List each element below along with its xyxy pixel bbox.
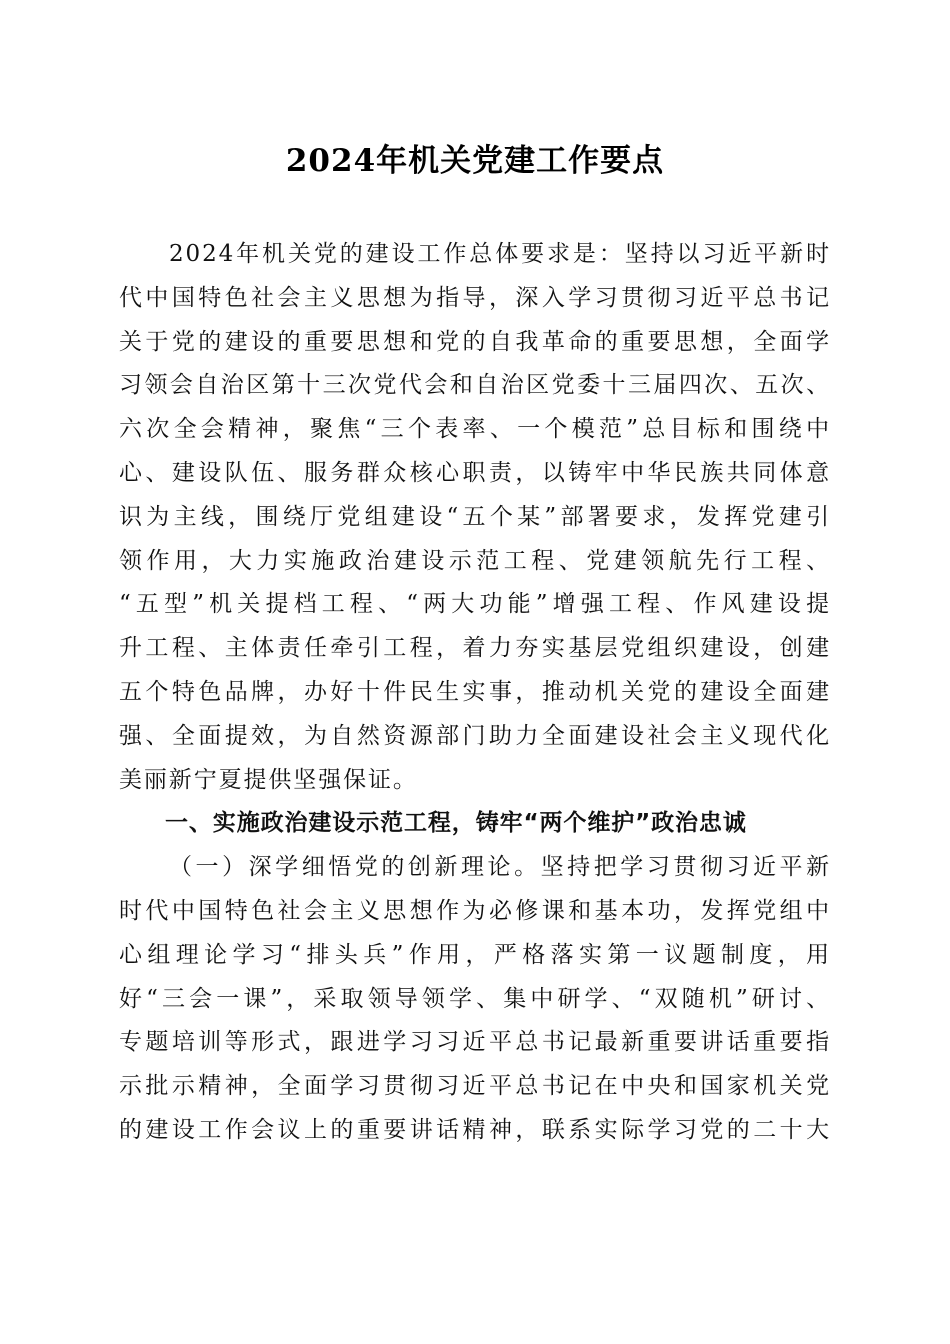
paragraph-line: 2024年机关党的建设工作总体要求是：坚持以习近平新时 xyxy=(169,241,831,267)
paragraph-line: 心组理论学习“排头兵”作用，严格落实第一议题制度，用 xyxy=(119,941,831,968)
paragraph-line: 六次全会精神，聚焦“三个表率、一个模范”总目标和围绕中 xyxy=(119,416,831,443)
paragraph-line: 的建设工作会议上的重要讲话精神，联系实际学习党的二十大 xyxy=(119,1116,831,1143)
paragraph-line: 五个特色品牌，办好十件民生实事，推动机关党的建设全面建 xyxy=(119,678,831,705)
paragraph-line: “五型”机关提档工程、“两大功能”增强工程、作风建设提 xyxy=(119,591,831,618)
section-heading: 一、实施政治建设示范工程，铸牢“两个维护”政治忠诚 xyxy=(165,810,747,837)
paragraph-line: （一）深学细悟党的创新理论。坚持把学习贯彻习近平新 xyxy=(169,854,831,881)
paragraph-line: 美丽新宁夏提供坚强保证。 xyxy=(119,766,418,793)
document-body xyxy=(119,233,831,1153)
paragraph-line: 关于党的建设的重要思想和党的自我革命的重要思想，全面学 xyxy=(119,328,831,355)
document-title: 2024年机关党建工作要点 xyxy=(285,143,665,179)
paragraph-line: 专题培训等形式，跟进学习习近平总书记最新重要讲话重要指 xyxy=(119,1029,831,1056)
paragraph-line: 习领会自治区第十三次党代会和自治区党委十三届四次、五次、 xyxy=(119,372,831,399)
paragraph-line: 识为主线，围绕厅党组建设“五个某”部署要求，发挥党建引 xyxy=(119,503,831,530)
paragraph-line: 领作用，大力实施政治建设示范工程、党建领航先行工程、 xyxy=(119,547,831,574)
paragraph-line: 心、建设队伍、服务群众核心职责，以铸牢中华民族共同体意 xyxy=(119,459,831,486)
paragraph-line: 升工程、主体责任牵引工程，着力夯实基层党组织建设，创建 xyxy=(119,635,831,662)
paragraph-line: 示批示精神，全面学习贯彻习近平总书记在中央和国家机关党 xyxy=(119,1073,831,1100)
paragraph-line: 代中国特色社会主义思想为指导，深入学习贯彻习近平总书记 xyxy=(119,284,831,311)
paragraph-line: 强、全面提效，为自然资源部门助力全面建设社会主义现代化 xyxy=(119,722,831,749)
paragraph-line: 好“三会一课”，采取领导领学、集中研学、“双随机”研讨、 xyxy=(119,985,831,1012)
paragraph-line: 时代中国特色社会主义思想作为必修课和基本功，发挥党组中 xyxy=(119,897,831,924)
